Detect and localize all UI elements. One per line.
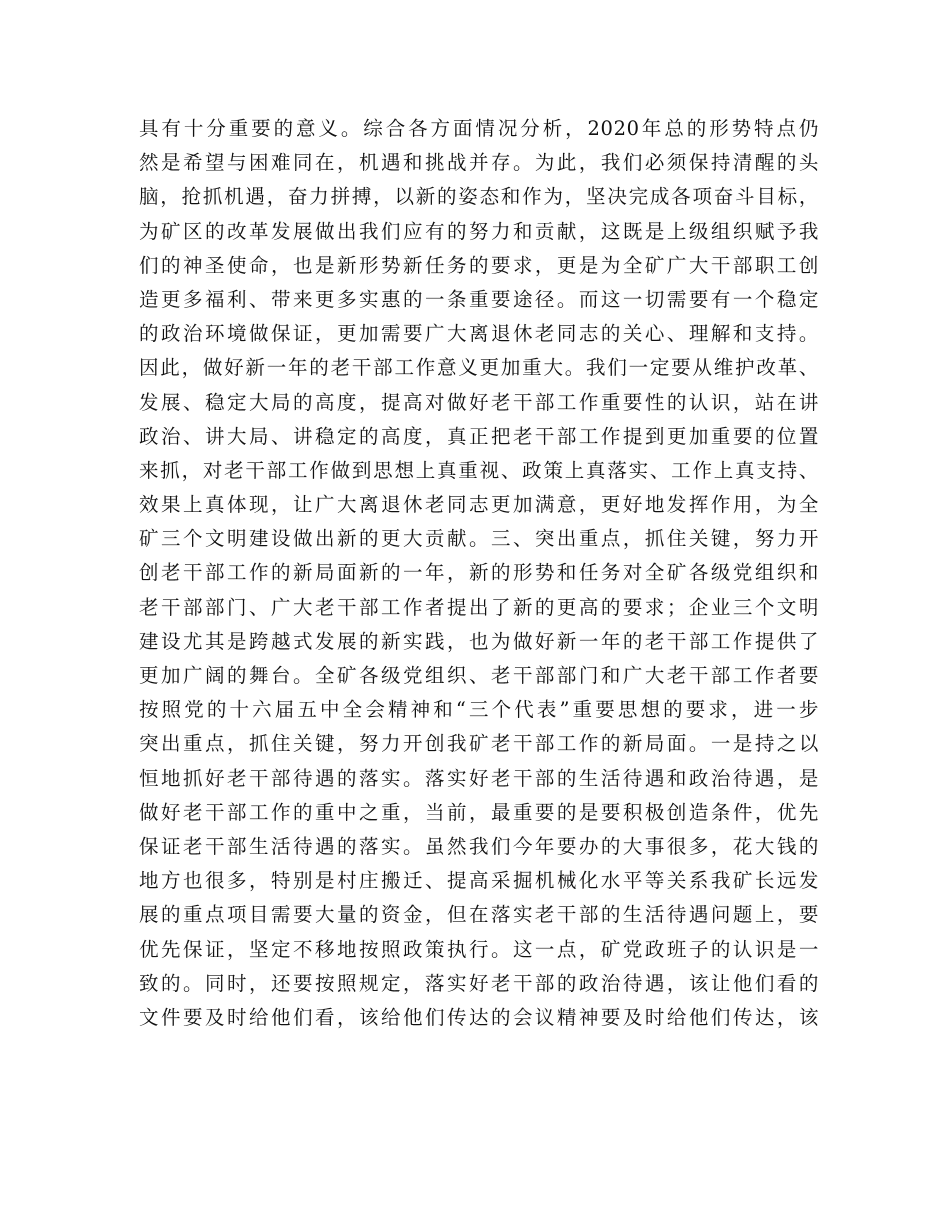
text-line: 效果上真体现，让广大离退休老同志更加满意，更好地发挥作用，为全	[139, 493, 819, 517]
text-line: 创老干部工作的新局面新的一年，新的形势和任务对全矿各级党组织和	[139, 561, 819, 585]
text-line: 恒地抓好老干部待遇的落实。落实好老干部的生活待遇和政治待遇，是	[139, 766, 819, 790]
text-line: 脑，抢抓机遇，奋力拼搏，以新的姿态和作为，坚决完成各项奋斗目标，	[139, 185, 819, 209]
text-line: 造更多福利、带来更多实惠的一条重要途径。而这一切需要有一个稳定	[139, 287, 819, 311]
text-line: 因此，做好新一年的老干部工作意义更加重大。我们一定要从维护改革、	[139, 356, 819, 380]
text-line: 更加广阔的舞台。全矿各级党组织、老干部部门和广大老干部工作者要	[139, 664, 819, 687]
text-line: 展的重点项目需要大量的资金，但在落实老干部的生活待遇问题上，要	[139, 903, 819, 927]
text-line: 老干部部门、广大老干部工作者提出了新的更高的要求；企业三个文明	[139, 595, 819, 619]
text-line: 致的。同时，还要按照规定，落实好老干部的政治待遇，该让他们看的	[139, 971, 819, 995]
text-line: 矿三个文明建设做出新的更大贡献。三、突出重点，抓住关键，努力开	[139, 527, 819, 551]
text-line: 具有十分重要的意义。综合各方面情况分析，2020年总的形势特点仍	[139, 117, 819, 140]
text-line: 文件要及时给他们看，该给他们传达的会议精神要及时给他们传达，该	[139, 1005, 819, 1029]
text-line: 发展、稳定大局的高度，提高对做好老干部工作重要性的认识，站在讲	[139, 390, 819, 414]
text-line: 的政治环境做保证，更加需要广大离退休老同志的关心、理解和支持。	[139, 322, 819, 346]
body-text	[139, 112, 819, 1035]
text-line: 优先保证，坚定不移地按照政策执行。这一点，矿党政班子的认识是一	[139, 937, 819, 961]
text-line: 建设尤其是跨越式发展的新实践，也为做好新一年的老干部工作提供了	[139, 629, 819, 653]
text-line: 来抓，对老干部工作做到思想上真重视、政策上真落实、工作上真支持、	[139, 458, 819, 482]
text-line: 按照党的十六届五中全会精神和“三个代表”重要思想的要求，进一步	[139, 698, 819, 722]
text-line: 突出重点，抓住关键，努力开创我矿老干部工作的新局面。一是持之以	[139, 732, 819, 756]
text-line: 地方也很多，特别是村庄搬迁、提高采掘机械化水平等关系我矿长远发	[139, 869, 819, 893]
text-line: 然是希望与困难同在，机遇和挑战并存。为此，我们必须保持清醒的头	[139, 151, 819, 175]
text-line: 做好老干部工作的重中之重，当前，最重要的是要积极创造条件，优先	[139, 800, 819, 824]
text-line: 保证老干部生活待遇的落实。虽然我们今年要办的大事很多，花大钱的	[139, 834, 819, 858]
text-line: 为矿区的改革发展做出我们应有的努力和贡献，这既是上级组织赋予我	[139, 219, 819, 243]
text-line: 们的神圣使命，也是新形势新任务的要求，更是为全矿广大干部职工创	[139, 253, 819, 277]
text-line: 政治、讲大局、讲稳定的高度，真正把老干部工作提到更加重要的位置	[139, 424, 819, 448]
